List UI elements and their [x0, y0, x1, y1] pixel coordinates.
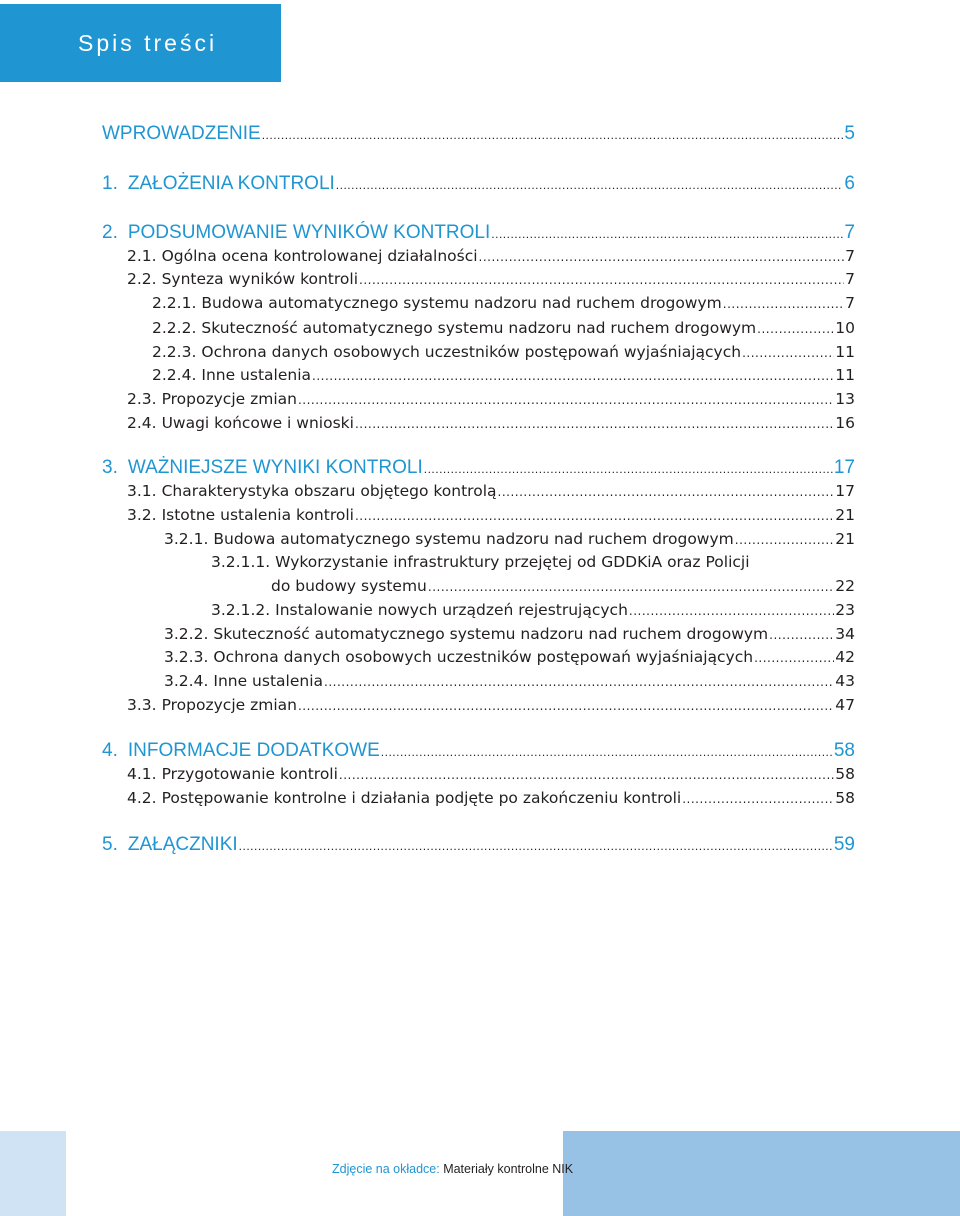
page-title: Spis treści: [78, 30, 218, 56]
toc-entry-page: 7: [845, 247, 855, 265]
toc-entry-number: 3.1.: [127, 482, 157, 500]
toc-entry-page: 7: [844, 222, 855, 243]
toc-entry-title: WAŻNIEJSZE WYNIKI KONTROLI: [127, 457, 423, 478]
toc-entry-2-2[interactable]: [127, 270, 855, 296]
toc-entry-page: 7: [845, 294, 855, 312]
toc-leader-dots: [742, 346, 834, 360]
toc-leader-dots: [491, 227, 843, 241]
toc-entry-3-3[interactable]: [127, 696, 855, 722]
toc-entry-title: INFORMACJE DODATKOWE: [127, 740, 380, 761]
toc-entry-number: 3.: [102, 457, 118, 478]
toc-leader-dots: [262, 128, 844, 142]
toc-entry-wprowadzenie[interactable]: [102, 123, 855, 149]
toc-entry-number: 4.1.: [127, 765, 157, 783]
toc-entry-3-2[interactable]: [127, 506, 855, 532]
toc-entry-title: ZAŁĄCZNIKI: [127, 834, 238, 855]
toc-entry-page: 23: [835, 601, 855, 619]
toc-entry-page: 58: [835, 765, 855, 783]
toc-leader-dots: [723, 297, 844, 311]
credit-label: Zdjęcie na okładce:: [332, 1162, 440, 1176]
toc-entry-title: Charakterystyka obszaru objętego kontrolą: [161, 482, 497, 500]
toc-entry-page: 47: [835, 696, 855, 714]
toc-entry-title: Propozycje zmian: [161, 390, 297, 408]
toc-leader-dots: [629, 604, 834, 618]
toc-entry-title: Istotne ustalenia kontroli: [161, 506, 354, 524]
toc-leader-dots: [339, 768, 834, 782]
toc-entry-number: 1.: [102, 173, 118, 194]
toc-entry-number: 2.1.: [127, 247, 157, 265]
toc-entry-2-3[interactable]: [127, 390, 855, 416]
toc-entry-3-1[interactable]: [127, 482, 855, 508]
toc-entry-2-2-4[interactable]: [152, 366, 855, 392]
toc-entry-page: 22: [835, 577, 855, 595]
toc-entry-number: 3.2.1.: [164, 530, 209, 548]
toc-leader-dots: [239, 839, 833, 853]
toc-entry-number: 2.4.: [127, 414, 157, 432]
toc-entry-number: 2.3.: [127, 390, 157, 408]
toc-entry-number: 3.2.1.1.: [211, 553, 271, 571]
toc-leader-dots: [428, 580, 834, 594]
toc-entry-page: 11: [835, 343, 855, 361]
toc-leader-dots: [735, 533, 835, 547]
toc-entry-page: 34: [835, 625, 855, 643]
toc-entry-number: 4.2.: [127, 789, 157, 807]
toc-entry-number: 3.2.: [127, 506, 157, 524]
toc-entry-page: 21: [835, 530, 855, 548]
toc-entry-title: Budowa automatycznego systemu nadzoru nad ruchem drogowym: [201, 294, 722, 312]
toc-entry-3-2-4[interactable]: [164, 672, 855, 698]
toc-entry-5[interactable]: [102, 834, 855, 860]
toc-entry-page: 21: [835, 506, 855, 524]
toc-leader-dots: [336, 178, 844, 192]
toc-entry-number: 4.: [102, 740, 118, 761]
toc-entry-4-1[interactable]: [127, 765, 855, 791]
toc-leader-dots: [359, 273, 844, 287]
toc-entry-2-2-1[interactable]: [152, 294, 855, 320]
toc-leader-dots: [498, 485, 835, 499]
toc-entry-3-2-1-1[interactable]: [211, 553, 750, 579]
toc-leader-dots: [312, 369, 834, 383]
credit-value: Materiały kontrolne NIK: [443, 1162, 574, 1176]
toc-entry-title: Skuteczność automatycznego systemu nadzoru nad ruchem drogowym: [201, 319, 757, 337]
footer-band-left: [0, 1131, 66, 1216]
toc-entry-1[interactable]: [102, 173, 855, 199]
toc-entry-page: 13: [835, 390, 855, 408]
toc-entry-number: 3.2.3.: [164, 648, 209, 666]
toc-entry-3-2-1-1-continued[interactable]: [271, 577, 855, 603]
footer-band-right: [563, 1131, 960, 1216]
toc-leader-dots: [381, 745, 833, 759]
toc-entry-page: 59: [833, 834, 855, 855]
toc-leader-dots: [298, 393, 834, 407]
toc-entry-title: Instalowanie nowych urządzeń rejestrujących: [275, 601, 628, 619]
toc-entry-page: 17: [835, 482, 855, 500]
toc-leader-dots: [424, 462, 833, 476]
toc-entry-title: Postępowanie kontrolne i działania podjęte po zakończeniu kontroli: [161, 789, 682, 807]
toc-entry-title: Uwagi końcowe i wnioski: [161, 414, 354, 432]
toc-entry-title: WPROWADZENIE: [102, 123, 261, 144]
toc-entry-2[interactable]: [102, 222, 855, 248]
toc-entry-number: 3.2.2.: [164, 625, 209, 643]
toc-entry-title: Inne ustalenia: [201, 366, 312, 384]
toc-entry-title: Wykorzystanie infrastruktury przejętej od GDDKiA oraz Policji: [275, 553, 750, 571]
toc-entry-title: Synteza wyników kontroli: [161, 270, 359, 288]
toc-entry-number: 2.: [102, 222, 118, 243]
toc-entry-2-4[interactable]: [127, 414, 855, 440]
toc-entry-3-2-3[interactable]: [164, 648, 855, 674]
toc-leader-dots: [754, 651, 834, 665]
toc-entry-title: Przygotowanie kontroli: [161, 765, 338, 783]
toc-entry-4-2[interactable]: [127, 789, 855, 815]
toc-entry-title: ZAŁOŻENIA KONTROLI: [127, 173, 335, 194]
toc-entry-page: 42: [835, 648, 855, 666]
toc-entry-page: 5: [844, 123, 855, 144]
toc-entry-title: Inne ustalenia: [213, 672, 324, 690]
toc-entry-title: Propozycje zmian: [161, 696, 297, 714]
toc-entry-page: 58: [835, 789, 855, 807]
toc-entry-4[interactable]: [102, 740, 855, 766]
toc-entry-title: Ochrona danych osobowych uczestników postępowań wyjaśniających: [213, 648, 754, 666]
toc-entry-3-2-1-2[interactable]: [211, 601, 855, 627]
toc-entry-number: 3.3.: [127, 696, 157, 714]
toc-entry-page: 7: [845, 270, 855, 288]
toc-entry-title: do budowy systemu: [271, 577, 427, 595]
toc-entry-3[interactable]: [102, 457, 855, 483]
toc-entry-number: 2.2.1.: [152, 294, 197, 312]
toc-entry-2-2-2[interactable]: [152, 319, 855, 345]
toc-leader-dots: [355, 417, 834, 431]
toc-entry-page: 16: [835, 414, 855, 432]
cover-photo-credit: [332, 1162, 573, 1176]
toc-leader-dots: [479, 250, 845, 264]
toc-entry-page: 10: [835, 319, 855, 337]
toc-entry-title: Ochrona danych osobowych uczestników postępowań wyjaśniających: [201, 343, 742, 361]
toc-entry-page: 11: [835, 366, 855, 384]
toc-entry-number: 2.2.2.: [152, 319, 197, 337]
toc-leader-dots: [757, 322, 834, 336]
toc-entry-page: 17: [833, 457, 855, 478]
toc-leader-dots: [355, 509, 834, 523]
toc-leader-dots: [324, 675, 834, 689]
toc-entry-number: 5.: [102, 834, 118, 855]
toc-entry-number: 2.2.: [127, 270, 157, 288]
toc-entry-number: 2.2.4.: [152, 366, 197, 384]
toc-entry-number: 3.2.4.: [164, 672, 209, 690]
toc-entry-title: Budowa automatycznego systemu nadzoru nad ruchem drogowym: [213, 530, 734, 548]
toc-entry-page: 58: [833, 740, 855, 761]
toc-entry-title: Skuteczność automatycznego systemu nadzoru nad ruchem drogowym: [213, 625, 769, 643]
toc-leader-dots: [298, 699, 834, 713]
toc-leader-dots: [682, 792, 834, 806]
toc-entry-page: 6: [844, 173, 855, 194]
toc-entry-page: 43: [835, 672, 855, 690]
toc-entry-title: Ogólna ocena kontrolowanej działalności: [161, 247, 478, 265]
toc-leader-dots: [769, 628, 834, 642]
toc-entry-number: 2.2.3.: [152, 343, 197, 361]
toc-entry-number: 3.2.1.2.: [211, 601, 271, 619]
toc-entry-title: PODSUMOWANIE WYNIKÓW KONTROLI: [127, 222, 491, 243]
